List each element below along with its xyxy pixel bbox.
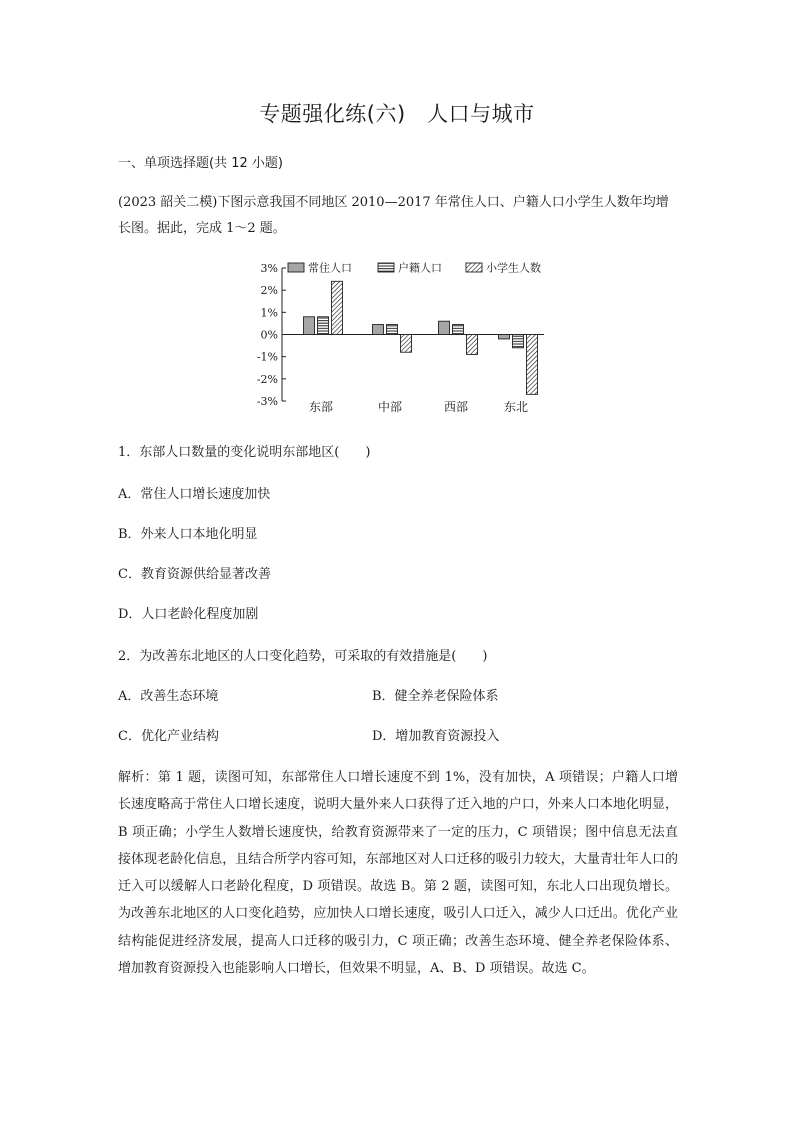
question-1-option-d[interactable]: D．人口老龄化程度加剧 [118, 607, 259, 622]
answer-analysis [118, 764, 678, 982]
analysis-label: 解析： [118, 770, 158, 785]
legend-swatch [466, 263, 482, 272]
category-label: 东部 [308, 400, 334, 414]
bar [453, 325, 464, 335]
question-2-option-b[interactable]: B．健全养老保险体系 [372, 689, 499, 704]
question-1-option-c[interactable]: C．教育资源供给显著改善 [118, 567, 271, 582]
question-1-option-a[interactable]: A．常住人口增长速度加快 [118, 487, 271, 502]
question-2-option-d[interactable]: D．增加教育资源投入 [372, 729, 500, 744]
population-growth-chart [248, 255, 568, 415]
question-2-option-c[interactable]: C．优化产业结构 [118, 729, 219, 744]
bar [467, 335, 478, 355]
question-2-stem: 2．为改善东北地区的人口变化趋势，可采取的有效措施是( ) [118, 649, 488, 664]
legend-label: 小学生人数 [486, 261, 541, 275]
bar [373, 325, 384, 335]
y-tick-label: 2% [260, 284, 278, 298]
category-label: 中部 [377, 400, 403, 414]
bar [499, 335, 510, 339]
category-label: 西部 [443, 400, 469, 414]
y-tick-label: 3% [260, 262, 278, 275]
bar [513, 335, 524, 348]
y-tick-label: -2% [256, 372, 278, 386]
legend-label: 常住人口 [308, 261, 352, 275]
question-intro: (2023 韶关二模)下图示意我国不同地区 2010—2017 年常住人口、户籍人口小学生人数年均增长图。据此，完成 1～2 题。 [118, 195, 669, 236]
bar [439, 321, 450, 334]
section-heading: 一、单项选择题(共 12 小题) [118, 156, 283, 171]
question-1-option-b[interactable]: B．外来人口本地化明显 [118, 527, 258, 542]
y-tick-label: 1% [260, 306, 278, 320]
bar [332, 281, 343, 334]
legend-swatch [288, 263, 304, 272]
y-tick-label: -1% [256, 350, 278, 364]
question-1-stem: 1．东部人口数量的变化说明东部地区( ) [118, 445, 371, 460]
bar [304, 317, 315, 335]
category-label: 东北 [503, 400, 529, 414]
bar [401, 335, 412, 353]
question-2-option-a[interactable]: A．改善生态环境 [118, 689, 219, 704]
bar [318, 317, 329, 335]
legend-label: 户籍人口 [398, 261, 442, 275]
bar [387, 325, 398, 335]
bar [527, 335, 538, 395]
y-tick-label: 0% [260, 328, 278, 342]
page-title: 专题强化练(六) 人口与城市 [259, 102, 535, 126]
analysis-text: 第 1 题，读图可知，东部常住人口增长速度不到 1%，没有加快，A 项错误；户籍人口增长速度略高于常住人口增长速度，说明大量外来人口获得了迁入地的户口，外来人口本地化明显，B 项正确；小学生人数增长速度快，给教育资源带来了一定的压力，C 项错误；图中信息无法直接体现老龄化信息，且结合所学内容可知，东部地区对人口迁移的吸引力较大，大量青壮年人口的迁入可以缓解人口老龄化程度，D 项错误。故选 B。第 2 题，读图可知，东北人口出现负增长。为改善东北地区的人口变化趋势，应加快人口增长速度，吸引人口迁入，减少人口迁出。优化产业结构能促进经济发展，提高人口迁移的吸引力，C 项正确；改善生态环境、健全养老保险体系、增加教育资源投入也能影响人口增长，但效果不明显，A、B、D 项错误。故选 C。 [118, 770, 678, 977]
y-tick-label: -3% [256, 395, 278, 408]
legend-swatch [378, 263, 394, 272]
